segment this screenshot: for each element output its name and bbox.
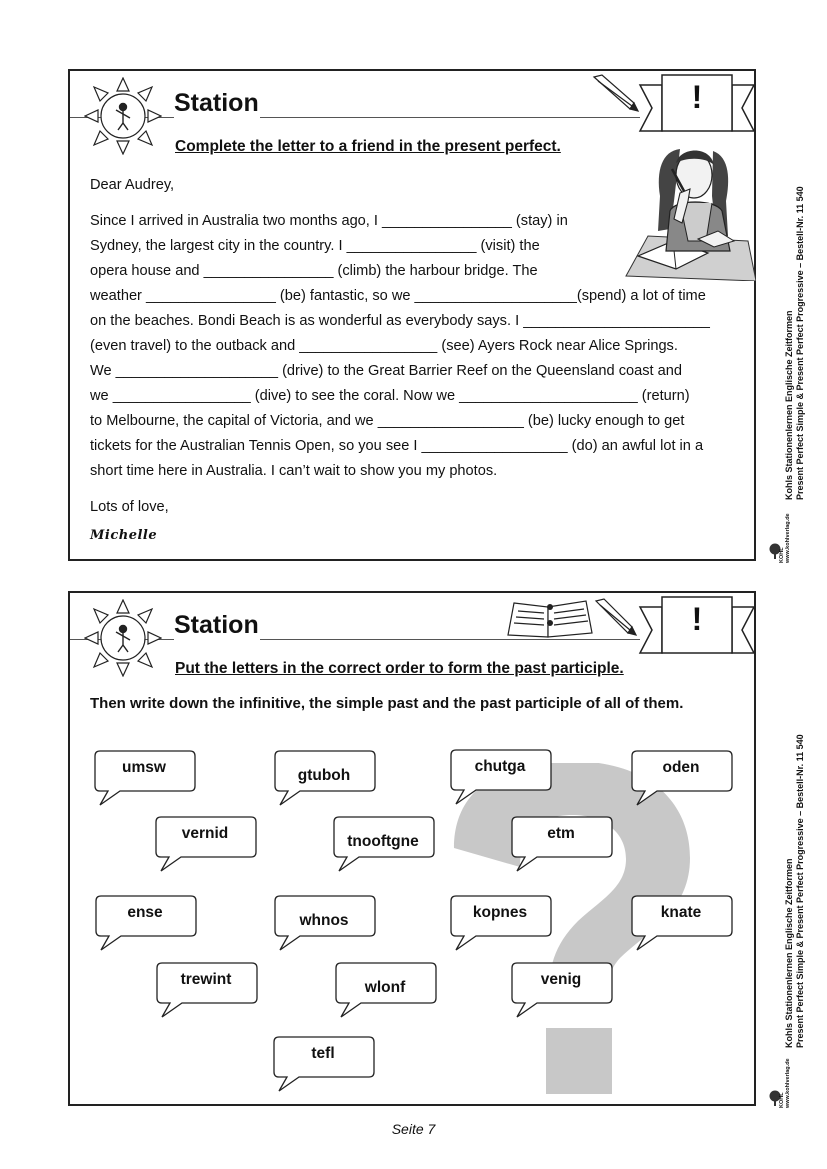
letter-line: we _________________ (dive) to see the coral. Now we ______________________ (return) [90,388,690,404]
letter-line: (even travel) to the outback and _________________ (see) Ayers Rock near Alice Springs. [90,338,678,354]
banner-exclamation-mark: ! [691,601,703,637]
letter-line: Since I arrived in Australia two months ago, I ________________ (stay) in [90,213,568,229]
publisher-logo-top [767,505,807,565]
publisher-name: KOHL [779,547,785,563]
station-title: Station [174,89,259,117]
banner-exclamation-mark: ! [691,79,703,115]
letter-greeting: Dear Audrey, [90,177,175,193]
pen-icon [590,73,640,113]
publisher-name: KOHL [779,1092,785,1108]
publisher-url: www.kohlverlag.de [785,513,791,563]
letter-text [90,173,750,548]
word-bubble [155,816,257,872]
word-bubble [511,816,613,872]
station-title: Station [174,611,259,639]
word-bubble [274,750,376,806]
word-bubble [333,816,435,872]
scrambled-word: trewint [180,971,232,988]
word-bubble [335,962,437,1018]
letter-line: Sydney, the largest city in the country. I ________________ (visit) the [90,238,540,254]
letter-line: to Melbourne, the capital of Victoria, and we __________________ (be) lucky enough to get [90,413,685,429]
scrambled-word: knate [660,904,702,921]
letter-signature: Michelle [90,528,158,543]
word-bubble [631,750,733,806]
word-bubble [94,750,196,806]
scrambled-word: gtuboh [297,767,351,784]
scrambled-word: kopnes [472,904,528,921]
side-caption-line1: Kohls Stationenlernen Englische Zeitformen [784,310,794,500]
sun-badge-icon [84,599,162,677]
publisher-url: www.kohlverlag.de [785,1058,791,1108]
side-caption-line2: Present Perfect Simple & Present Perfect Progressive – Bestell-Nr. 11 540 [795,186,805,500]
side-caption-top [784,155,824,500]
scrambled-word: umsw [122,759,166,776]
open-book-icon [506,597,594,641]
scrambled-word: tefl [311,1045,335,1062]
letter-line: short time here in Australia. I can’t wait to show you my photos. [90,463,498,479]
scrambled-word: chutga [474,758,526,775]
pen-icon [592,597,638,637]
word-bubble [156,962,258,1018]
side-caption-bottom [784,703,824,1048]
letter-line: We ____________________ (drive) to the Great Barrier Reef on the Queensland coast and [90,363,682,379]
letter-line: opera house and ________________ (climb) the harbour bridge. The [90,263,538,279]
task-instruction: Complete the letter to a friend in the present perfect. [175,138,561,155]
letter-line: on the beaches. Bondi Beach is as wonderful as everybody says. I _______________________ [90,313,710,329]
scrambled-word: ense [127,904,163,921]
sun-badge-icon [84,77,162,155]
word-bubble [450,749,552,805]
station-card-letter [68,69,756,561]
header-rule [260,117,640,118]
task-sub-instruction: Then write down the infinitive, the simple past and the past participle of all of them. [90,695,684,712]
letter-line: weather ________________ (be) fantastic, so we ____________________(spend) a lot of time [90,288,706,304]
publisher-logo-bottom [767,1050,807,1110]
scrambled-word: whnos [299,912,349,929]
station-card-past-participle [68,591,756,1106]
page-number: Seite 7 [391,1121,436,1137]
scrambled-word: oden [662,759,700,776]
word-bubble [273,1036,375,1092]
scrambled-word: vernid [181,825,229,842]
side-caption-line2: Present Perfect Simple & Present Perfect Progressive – Bestell-Nr. 11 540 [795,734,805,1048]
word-bubble [274,895,376,951]
scrambled-word: etm [547,825,575,842]
word-bubble [450,895,552,951]
side-caption-line1: Kohls Stationenlernen Englische Zeitformen [784,858,794,1048]
scrambled-word: wlonf [364,979,406,996]
letter-line: tickets for the Australian Tennis Open, so you see I __________________ (do) an awful lot in a [90,438,704,454]
scrambled-word: tnooftgne [347,833,419,850]
task-instruction: Put the letters in the correct order to form the past participle. [175,660,624,677]
letter-closing: Lots of love, [90,499,169,515]
word-bubble [631,895,733,951]
word-bubble [95,895,197,951]
word-bubble [511,962,613,1018]
scrambled-word: venig [540,971,582,988]
